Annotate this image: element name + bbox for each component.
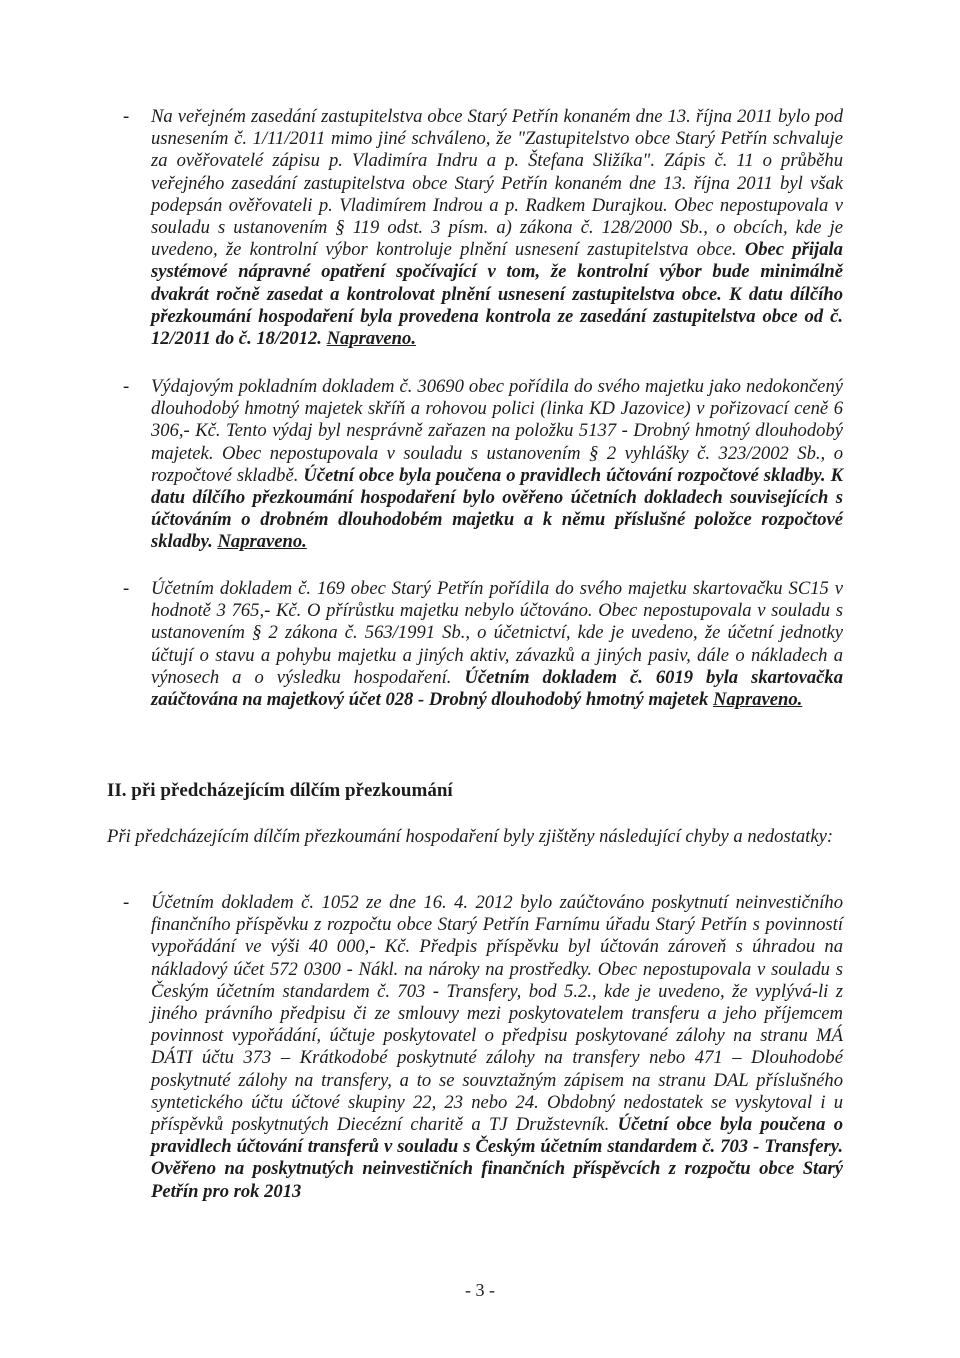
paragraph-bold-text: Účetním dokladem č. 6019 byla skartovačka zaúčtována na majetkový účet 028 - Drobný dlouhodobý hmotný majetek <box>151 666 844 711</box>
paragraph-text: Účetním dokladem č. 1052 ze dne 16. 4. 2012 bylo zaúčtováno poskytnutí neinvestičního finančního příspěvku z rozpočtu obce Starý Petřín Farnímu úřadu Starý Petřín s povinností vypořádání ve výši 40 000,- Kč. Předpis příspěvku byl účtován zároveň s úhradou na nákladový účet 572 0300 - Nákl. na nároky na prostředky. Obec nepostupovala v souladu s Českým účetním standardem č. 703 - Transfery, bod 5.2., kde je uvedeno, že vyplývá-li z jiného právního předpisu či ze smlouvy mezi poskytovatelem transferu a jeho příjemcem povinnost vypořádání, účtuje poskytovatel o předpisu poskytované zálohy na stranu MÁ DÁTI účtu 373 – Krátkodobé poskytnuté zálohy na transfery nebo 471 – Dlouhodobé poskytnuté zálohy na transfery, a to se souvztažným zápisem na stranu DAL příslušného syntetického účtu účtové skupiny 22, 23 nebo 24. Obdobný nedostatek se vyskytoval i u příspěvků poskytnutých Diecézní charitě a TJ Družstevník. <box>151 892 843 1136</box>
list-dash: - <box>123 892 130 913</box>
list-item <box>123 106 843 350</box>
list-item <box>123 376 843 554</box>
list-dash: - <box>123 376 130 397</box>
paragraph <box>151 892 843 1203</box>
paragraph-text: Výdajovým pokladním dokladem č. 30690 obec pořídila do svého majetku jako nedokončený dlouhodobý hmotný majetek skříň a rohovou polici (linka KD Jazovice) v pořizovací ceně 6 306,- Kč. Tento výdaj byl nesprávně zařazen na položku 5137 - Drobný hmotný dlouhodobý majetek. Obec nepostupovala v souladu s ustanovením § 2 vyhlášky č. 323/2002 Sb., o rozpočtové skladbě. <box>151 376 843 486</box>
list-dash: - <box>123 578 130 599</box>
remedied-label: Napraveno. <box>712 689 803 711</box>
paragraph-text: Na veřejném zasedání zastupitelstva obce Starý Petřín konaném dne 13. října 2011 bylo pod usnesením č. 1/11/2011 mimo jiné schváleno, že "Zastupitelstvo obce Starý Petřín schvaluje za ověřovatelé zápisu p. Vladimíra Indru a p. Štefana Sližíka". Zápis č. 11 o průběhu veřejného zasedání zastupitelstva obce Starý Petřín konaném dne 13. října 2011 byl však podepsán ověřovateli p. Vladimírem Indrou a p. Radkem Durajkou. Obec nepostupovala v souladu s ustanovením § 119 odst. 3 písm. a) zákona č. 128/2000 Sb., o obcích, kde je uvedeno, že kontrolní výbor kontroluje plnění usnesení zastupitelstva obce. <box>151 106 843 261</box>
section-intro: Při předcházejícím dílčím přezkoumání hospodaření byly zjištěny následující chyby a nedostatky: <box>107 826 834 847</box>
remedied-label: Napraveno. <box>217 531 307 553</box>
paragraph <box>151 578 843 711</box>
list-item <box>123 892 843 1203</box>
list-dash: - <box>123 106 130 127</box>
list-item <box>123 578 843 711</box>
page-number: - 3 - <box>465 1280 495 1300</box>
remedied-label: Napraveno. <box>326 328 416 350</box>
paragraph-bold-text: Obec přijala systémové nápravné opatření spočívající v tom, že kontrolní výbor bude minimálně dvakrát ročně zasedat a kontrolovat plnění usnesení zastupitelstva obce. K datu dílčího přezkoumání hospodaření byla provedena kontrola ze zasedání zastupitelstva obce od č. 12/2011 do č. 18/2012. <box>151 239 843 350</box>
paragraph-bold-text: Účetní obce byla poučena o pravidlech účtování rozpočtové skladby. K datu dílčího přezkoumání hospodaření bylo ověřeno účetních dokladech souvisejících s účtováním o drobném dlouhodobém majetku a k němu příslušné položce rozpočtové skladby. <box>151 464 843 553</box>
paragraph-bold-text: Účetní obce byla poučena o pravidlech účtování transferů v souladu s Českým účetním standardem č. 703 - Transfery. Ověřeno na poskytnutých neinvestičních finančních příspěvcích z rozpočtu obce Starý Petřín pro rok 2013 <box>151 1114 844 1202</box>
paragraph <box>151 376 843 554</box>
paragraph-text: Účetním dokladem č. 169 obec Starý Petřín pořídila do svého majetku skartovačku SC15 v hodnotě 3 765,- Kč. O přírůstku majetku nebylo účtováno. Obec nepostupovala v souladu s ustanovením § 2 zákona č. 563/1991 Sb., o účetnictví, kde je uvedeno, že účetní jednotky účtují o stavu a pohybu majetku a jiných aktiv, závazků a jiných pasiv, dále o nákladech a výnosech a o výsledku hospodaření. <box>151 578 843 688</box>
paragraph <box>151 106 843 350</box>
section-heading: II. při předcházejícím dílčím přezkoumání <box>107 780 453 801</box>
